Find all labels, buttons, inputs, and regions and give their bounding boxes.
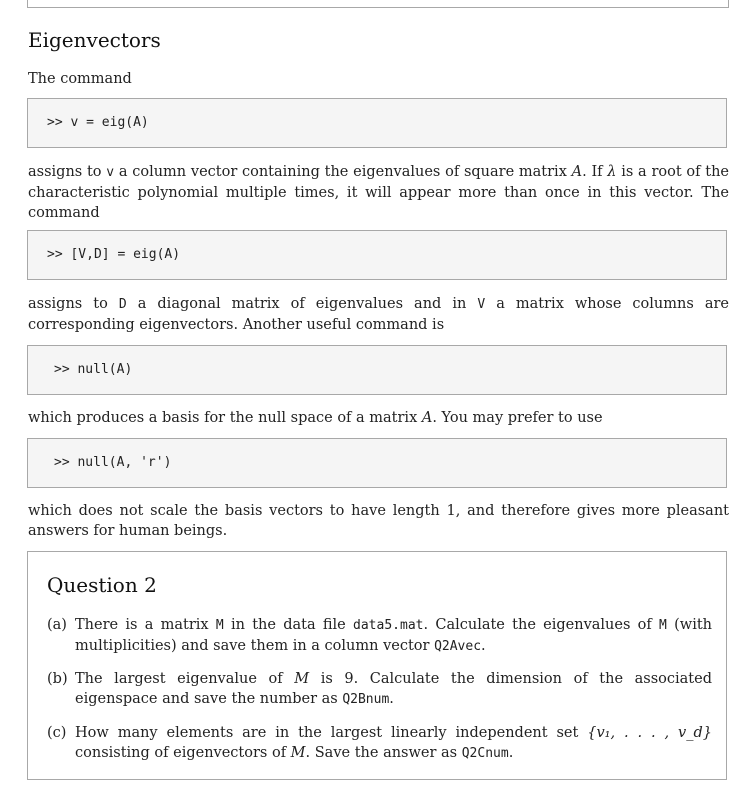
inline-code-var: Q2Avec xyxy=(434,639,482,654)
section-title: Eigenvectors xyxy=(28,28,161,52)
part-label: (a) xyxy=(47,617,67,633)
paragraph-null-space: which produces a basis for the null space of a matrix A. You may prefer to use xyxy=(28,410,603,426)
inline-code-V: V xyxy=(477,297,486,312)
question-part-a: (a) There is a matrix M in the data file data5.mat. Calculate the eigenvalues of M (with multiplicities) and save them in a column vector Q2Avec. xyxy=(47,617,713,654)
code-block-null xyxy=(27,345,727,395)
inline-code-M: M xyxy=(215,618,224,633)
previous-section-box xyxy=(27,0,729,8)
inline-code-var: Q2Cnum xyxy=(461,746,509,761)
inline-code-filename: data5.mat xyxy=(353,618,424,633)
math-A: A xyxy=(421,410,433,426)
code-text: >> null(A, 'r') xyxy=(54,455,172,470)
code-text: >> [V,D] = eig(A) xyxy=(47,247,181,262)
part-label: (c) xyxy=(47,725,67,741)
math-lambda: λ xyxy=(607,164,617,180)
code-block-null-r xyxy=(27,438,727,488)
inline-code-v: v xyxy=(106,165,115,180)
paragraph-diagonal: assigns to D a diagonal matrix of eigenvalues and in V a matrix whose columns are corresponding eigenvectors. Another useful command is xyxy=(28,296,729,333)
paragraph-scaling: which does not scale the basis vectors to have length 1, and therefore gives more pleasant answers for human beings. xyxy=(28,503,729,539)
paragraph-eigenvalues: assigns to v a column vector containing the eigenvalues of square matrix A. If λ is a root of the characteristic polynomial multiple times, it will appear more than once in this vector. The command xyxy=(28,164,729,221)
question-part-c: (c) How many elements are in the largest linearly independent set {v₁, . . . , v_d} consisting of eigenvectors of M. Save the answer as Q2Cnum. xyxy=(47,725,712,761)
inline-code-var: Q2Bnum xyxy=(342,692,390,707)
code-block-eig-vd xyxy=(27,230,727,280)
math-M: M xyxy=(294,671,310,687)
question-box xyxy=(27,551,727,780)
code-text: >> null(A) xyxy=(54,362,133,377)
math-M: M xyxy=(290,745,306,761)
intro-text: The command xyxy=(28,71,132,87)
part-label: (b) xyxy=(47,671,68,687)
inline-code-D: D xyxy=(118,297,127,312)
question-part-b: (b) The largest eigenvalue of M is 9. Calculate the dimension of the associated eigenspace and save the number as Q2Bnum. xyxy=(47,671,712,707)
code-block-eig xyxy=(27,98,727,148)
math-set: {v₁, . . . , v_d} xyxy=(587,725,712,741)
question-title: Question 2 xyxy=(47,573,157,597)
inline-code-M: M xyxy=(659,618,667,633)
math-A: A xyxy=(571,164,583,180)
code-text: >> v = eig(A) xyxy=(47,115,149,130)
